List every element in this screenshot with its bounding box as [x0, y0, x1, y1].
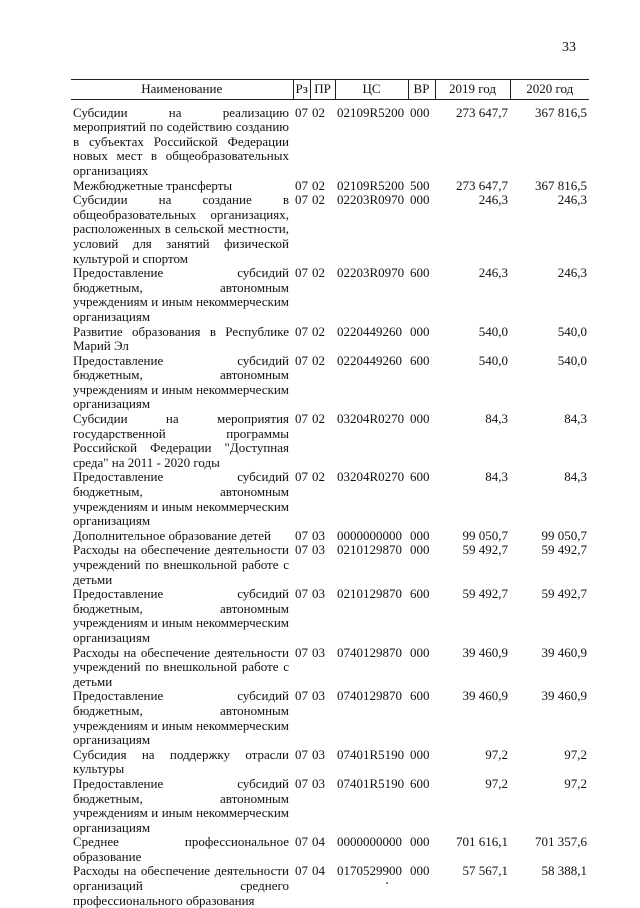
row-rz: 07: [295, 586, 308, 602]
row-vr: 600: [410, 775, 430, 791]
row-rz: 07: [295, 192, 308, 208]
row-rz: 07: [295, 469, 308, 485]
row-name: Предоставление субсидий бюджетным, автономным учреждениям и иным некоммерческим организациям: [73, 352, 289, 412]
row-2019-value: 99 050,7: [462, 527, 508, 543]
row-2019-value: 273 647,7: [456, 104, 508, 120]
row-name: Межбюджетные трансферты: [73, 177, 233, 193]
row-2019-value: 57 567,1: [462, 863, 508, 879]
row-vr: 000: [410, 192, 430, 208]
row-2019-value: 39 460,9: [462, 688, 508, 704]
table-row: [71, 689, 589, 747]
row-2019-value: 540,0: [478, 352, 508, 368]
row-rz: 07: [295, 104, 308, 120]
row-cs: 0740129870: [337, 688, 402, 704]
row-vr: 000: [410, 542, 430, 558]
row-2020-value: 84,3: [564, 411, 587, 427]
row-pr: 02: [312, 323, 325, 339]
row-2020-value: 39 460,9: [541, 644, 587, 660]
row-pr: 02: [312, 104, 325, 120]
row-2020-value: 58 388,1: [541, 863, 587, 879]
row-2020-value: 84,3: [564, 469, 587, 485]
row-2019-value: 246,3: [478, 265, 508, 281]
row-vr: 600: [410, 352, 430, 368]
row-name: Предоставление субсидий бюджетным, автономным учреждениям и иным некоммерческим организациям: [73, 265, 289, 324]
row-rz: 07: [295, 177, 308, 193]
table-header-row: [71, 80, 589, 100]
row-2019-value: 59 492,7: [462, 586, 508, 602]
row-pr: 02: [312, 352, 325, 368]
row-2020-value: 367 816,5: [535, 104, 587, 120]
row-pr: 02: [312, 177, 325, 193]
row-name: Среднее профессиональное образование: [73, 834, 289, 864]
row-name: Расходы на обеспечение деятельности организаций среднего профессионального образования: [73, 863, 289, 908]
row-pr: 04: [312, 834, 325, 850]
row-2019-value: 701 616,1: [456, 834, 508, 850]
row-2019-value: 97,2: [485, 746, 508, 762]
row-name: Расходы на обеспечение деятельности учреждений по внешкольной работе с детьми: [73, 644, 289, 689]
row-vr: 600: [410, 586, 430, 602]
table-row: [71, 864, 589, 908]
row-2019-value: 273 647,7: [456, 177, 508, 193]
row-rz: 07: [295, 688, 308, 704]
row-2020-value: 99 050,7: [541, 527, 587, 543]
row-vr: 600: [410, 688, 430, 704]
row-pr: 03: [312, 688, 325, 704]
budget-table: [71, 79, 589, 908]
row-2019-value: 84,3: [485, 469, 508, 485]
row-pr: 03: [312, 775, 325, 791]
row-2019-value: 84,3: [485, 411, 508, 427]
header-2019: 2019 год: [435, 80, 510, 100]
row-rz: 07: [295, 527, 308, 543]
row-vr: 000: [410, 863, 430, 879]
row-pr: 03: [312, 586, 325, 602]
row-cs: 07401R5190: [337, 746, 405, 762]
row-name: Расходы на обеспечение деятельности учреждений по внешкольной работе с детьми: [73, 542, 289, 587]
row-2019-value: 39 460,9: [462, 644, 508, 660]
row-name: Субсидии на реализацию мероприятий по содействию созданию в субъектах Российской Федерации новых мест в общеобразовательных организациях: [73, 104, 289, 178]
row-rz: 07: [295, 644, 308, 660]
table-row: [71, 470, 589, 528]
page-number: 33: [562, 40, 576, 55]
row-rz: 07: [295, 863, 308, 879]
row-pr: 02: [312, 469, 325, 485]
row-rz: 07: [295, 323, 308, 339]
table-row: [71, 193, 589, 266]
row-vr: 000: [410, 104, 430, 120]
row-vr: 600: [410, 469, 430, 485]
table-row: [71, 646, 589, 690]
table-row: [71, 777, 589, 835]
row-cs: 02203R0970: [337, 265, 405, 281]
row-name: Субсидия на поддержку отрасли культуры: [73, 746, 289, 777]
row-pr: 04: [312, 863, 325, 879]
row-pr: 03: [312, 527, 325, 543]
row-name: Предоставление субсидий бюджетным, автономным учреждениям и иным некоммерческим организациям: [73, 586, 289, 645]
table-row: [71, 99, 589, 178]
table-row: [71, 543, 589, 587]
row-cs: 0210129870: [337, 542, 402, 558]
row-2019-value: 246,3: [478, 192, 508, 208]
row-name: Развитие образования в Республике Марий Эл: [73, 323, 289, 354]
row-2020-value: 59 492,7: [541, 542, 587, 558]
row-cs: 0170529900: [337, 863, 402, 879]
header-pr: ПР: [310, 80, 335, 100]
row-cs: 0220449260: [337, 323, 402, 339]
header-vr: ВР: [408, 80, 435, 100]
row-rz: 07: [295, 746, 308, 762]
row-2020-value: 701 357,6: [535, 834, 587, 850]
row-rz: 07: [295, 775, 308, 791]
row-2020-value: 246,3: [557, 192, 587, 208]
table-row: [71, 748, 589, 777]
row-cs: 07401R5190: [337, 775, 405, 791]
table-row: [71, 266, 589, 324]
row-pr: 03: [312, 746, 325, 762]
row-rz: 07: [295, 411, 308, 427]
row-rz: 07: [295, 834, 308, 850]
row-2020-value: 59 492,7: [541, 586, 587, 602]
row-name: Предоставление субсидий бюджетным, автономным учреждениям и иным некоммерческим организациям: [73, 469, 289, 529]
row-cs: 0220449260: [337, 352, 402, 368]
row-cs: 0740129870: [337, 644, 402, 660]
row-2020-value: 540,0: [557, 323, 587, 339]
table-row: [71, 835, 589, 864]
table-row: [71, 179, 589, 194]
row-2019-value: 59 492,7: [462, 542, 508, 558]
row-cs: 03204R0270: [337, 469, 405, 485]
row-vr: 000: [410, 527, 430, 543]
row-cs: 02109R5200: [337, 104, 405, 120]
row-name: Субсидии на мероприятия государственной программы Российской Федерации "Доступная среда" на 2011 - 2020 годы: [73, 411, 289, 470]
header-rz: Рз: [293, 80, 310, 100]
row-vr: 000: [410, 323, 430, 339]
row-2020-value: 367 816,5: [535, 177, 587, 193]
table-body: [71, 99, 589, 908]
row-pr: 03: [312, 644, 325, 660]
row-vr: 000: [410, 644, 430, 660]
table-row: [71, 354, 589, 412]
row-pr: 02: [312, 192, 325, 208]
row-2019-value: 540,0: [478, 323, 508, 339]
row-rz: 07: [295, 542, 308, 558]
row-2020-value: 540,0: [557, 352, 587, 368]
row-cs: 0000000000: [337, 834, 402, 850]
row-cs: 0000000000: [337, 527, 402, 543]
row-pr: 02: [312, 411, 325, 427]
scan-speck: [386, 882, 388, 884]
row-vr: 000: [410, 746, 430, 762]
row-pr: 02: [312, 265, 325, 281]
table-row: [71, 412, 589, 470]
row-2020-value: 97,2: [564, 746, 587, 762]
row-cs: 03204R0270: [337, 411, 405, 427]
row-vr: 500: [410, 177, 430, 193]
row-cs: 02109R5200: [337, 177, 405, 193]
table-row: [71, 587, 589, 645]
row-2020-value: 39 460,9: [541, 688, 587, 704]
row-name: Дополнительное образование детей: [73, 527, 271, 543]
table-row: [71, 529, 589, 544]
row-name: Субсидии на создание в общеобразовательных организациях, расположенных в сельской местности, условий для занятий физической культурой и спортом: [73, 192, 289, 266]
row-2019-value: 97,2: [485, 775, 508, 791]
row-vr: 000: [410, 411, 430, 427]
header-cs: ЦС: [335, 80, 408, 100]
row-2020-value: 246,3: [557, 265, 587, 281]
row-cs: 02203R0970: [337, 192, 405, 208]
row-name: Предоставление субсидий бюджетным, автономным учреждениям и иным некоммерческим организациям: [73, 775, 289, 835]
row-pr: 03: [312, 542, 325, 558]
row-vr: 600: [410, 265, 430, 281]
header-name: Наименование: [71, 80, 293, 100]
row-rz: 07: [295, 352, 308, 368]
header-2020: 2020 год: [510, 80, 589, 100]
row-rz: 07: [295, 265, 308, 281]
row-name: Предоставление субсидий бюджетным, автономным учреждениям и иным некоммерческим организациям: [73, 688, 289, 748]
table-row: [71, 325, 589, 354]
row-vr: 000: [410, 834, 430, 850]
row-2020-value: 97,2: [564, 775, 587, 791]
row-cs: 0210129870: [337, 586, 402, 602]
